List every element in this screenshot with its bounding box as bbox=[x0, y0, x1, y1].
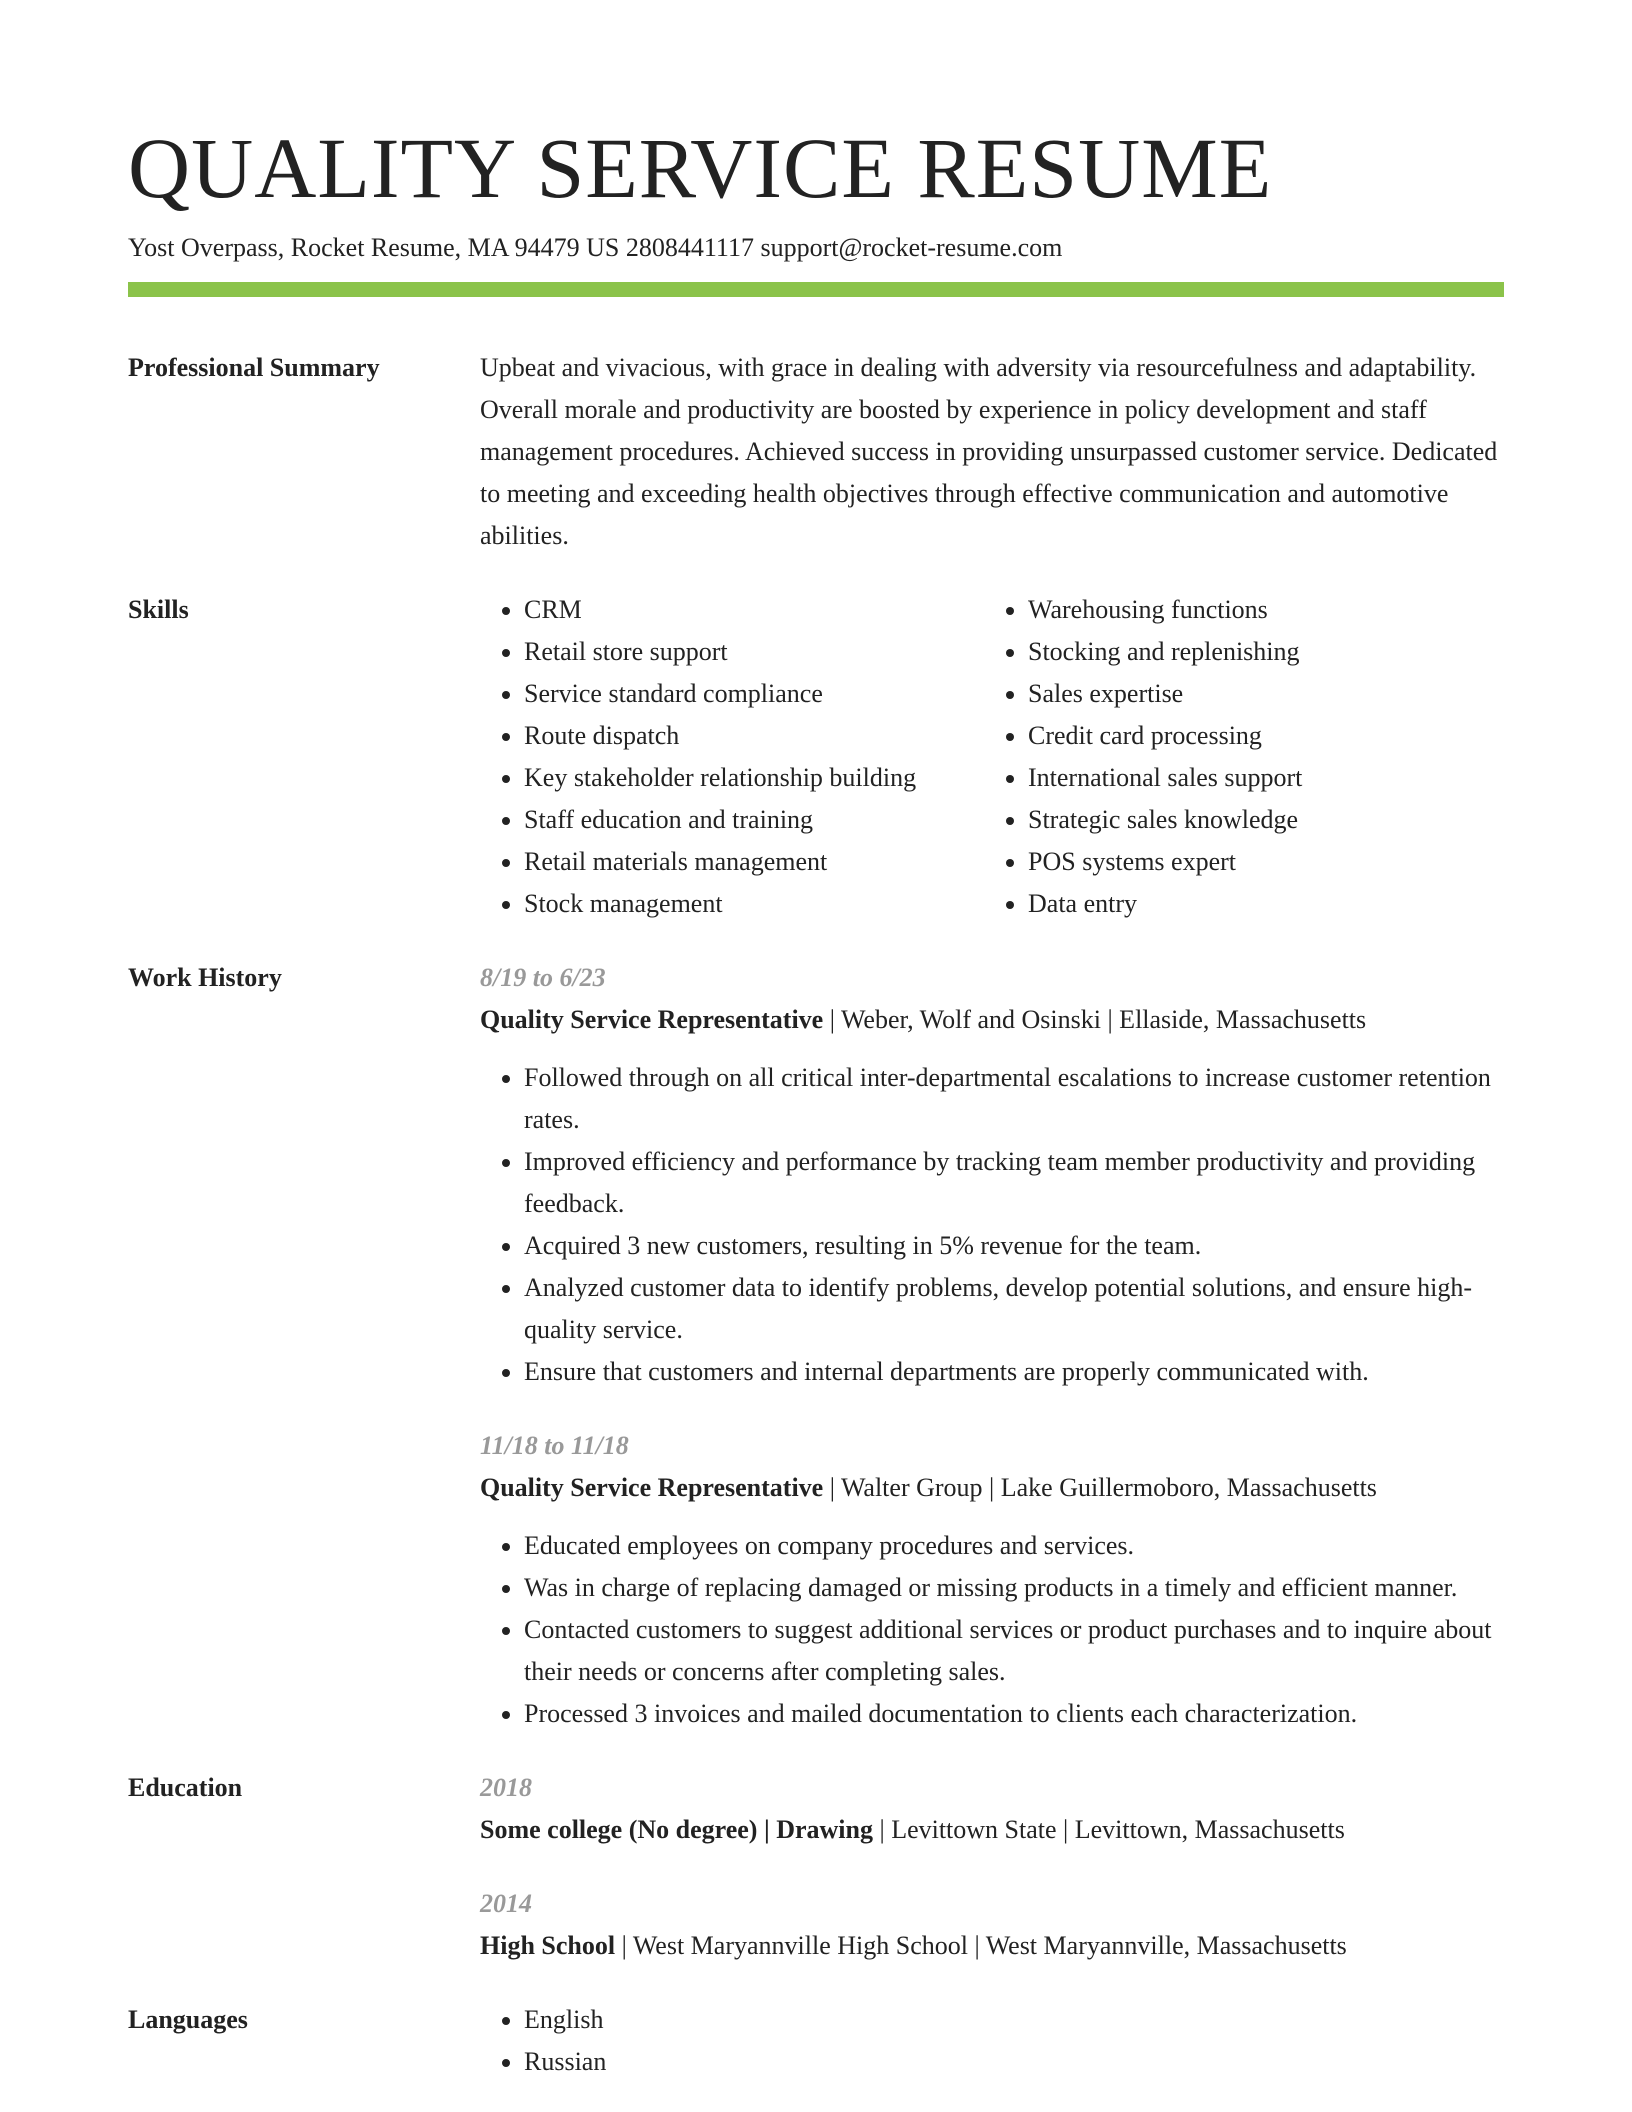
job-dates: 11/18 to 11/18 bbox=[480, 1431, 629, 1460]
education-date: 2018 bbox=[480, 1773, 532, 1802]
job-bullet: • Acquired 3 new customers, resulting in 5% revenue for the team. bbox=[524, 1225, 1504, 1267]
job-employer-location: | Walter Group | Lake Guillermoboro, Massachusetts bbox=[823, 1473, 1377, 1502]
summary-label: Professional Summary bbox=[128, 353, 380, 382]
languages-body bbox=[480, 1999, 1504, 2083]
languages-label: Languages bbox=[128, 2005, 248, 2034]
summary-text: Upbeat and vivacious, with grace in dealing with adversity via resourcefulness and adaptability. Overall morale and productivity are boosted by experience in policy development and staff management procedures. Achieved success in providing unsurpassed customer service. Dedicated to meeting and exceeding health objectives through effective communication and automotive abilities. bbox=[480, 353, 1498, 550]
skill-item: • Key stakeholder relationship building bbox=[524, 757, 984, 799]
skill-item: • Warehousing functions bbox=[1028, 589, 1504, 631]
education-label: Education bbox=[128, 1773, 243, 1802]
resume-title: QUALITY SERVICE RESUME bbox=[128, 120, 1273, 216]
education-degree: High School bbox=[480, 1931, 616, 1960]
contact-email: support@rocket-resume.com bbox=[760, 233, 1063, 262]
job-bullet: • Ensure that customers and internal departments are properly communicated with. bbox=[524, 1351, 1504, 1393]
skill-item: • Credit card processing bbox=[1028, 715, 1504, 757]
skills-list-right bbox=[984, 589, 1504, 925]
job-employer-location: | Weber, Wolf and Osinski | Ellaside, Massachusetts bbox=[823, 1005, 1367, 1034]
skill-item: • Stocking and replenishing bbox=[1028, 631, 1504, 673]
work-history-label: Work History bbox=[128, 963, 282, 992]
education-degree: Some college (No degree) | Drawing bbox=[480, 1815, 873, 1844]
education-school-location: | Levittown State | Levittown, Massachusetts bbox=[872, 1815, 1345, 1844]
language-item: • Russian bbox=[524, 2041, 1504, 2083]
education-entry bbox=[480, 1767, 1504, 1851]
job-bullet: • Improved efficiency and performance by tracking team member productivity and providing feedback. bbox=[524, 1141, 1504, 1225]
skill-item: • Data entry bbox=[1028, 883, 1504, 925]
skill-item: • Route dispatch bbox=[524, 715, 984, 757]
job-bullet: • Was in charge of replacing damaged or missing products in a timely and efficient manner. bbox=[524, 1567, 1504, 1609]
skill-item: • International sales support bbox=[1028, 757, 1504, 799]
skill-item: • Sales expertise bbox=[1028, 673, 1504, 715]
education-title-line bbox=[480, 1809, 1504, 1851]
skill-item: • Service standard compliance bbox=[524, 673, 984, 715]
job-bullet: • Educated employees on company procedures and services. bbox=[524, 1525, 1504, 1567]
job-title: Quality Service Representative bbox=[480, 1473, 824, 1502]
education-entry bbox=[480, 1883, 1504, 1967]
summary-section bbox=[128, 347, 1504, 557]
contact-line bbox=[128, 230, 1504, 266]
skill-item: • Stock management bbox=[524, 883, 984, 925]
job-bullets bbox=[480, 1057, 1504, 1393]
contact-address: Yost Overpass, Rocket Resume, MA 94479 US bbox=[128, 233, 620, 262]
job-bullet: • Processed 3 invoices and mailed documentation to clients each characterization. bbox=[524, 1693, 1504, 1735]
job-bullet: • Analyzed customer data to identify problems, develop potential solutions, and ensure high-quality service. bbox=[524, 1267, 1504, 1351]
job-bullet: • Contacted customers to suggest additional services or product purchases and to inquire about their needs or concerns after completing sales. bbox=[524, 1609, 1504, 1693]
skills-label: Skills bbox=[128, 595, 189, 624]
job-entry bbox=[480, 1425, 1504, 1735]
job-entry bbox=[480, 957, 1504, 1393]
languages-list bbox=[480, 1999, 1504, 2083]
skill-item: • Staff education and training bbox=[524, 799, 984, 841]
education-date: 2014 bbox=[480, 1889, 532, 1918]
education-body bbox=[480, 1767, 1504, 1967]
skills-body bbox=[480, 589, 1504, 925]
languages-section bbox=[128, 1999, 1504, 2083]
skills-list-left bbox=[480, 589, 984, 925]
work-history-body bbox=[480, 957, 1504, 1735]
contact-phone: 2808441117 bbox=[625, 233, 754, 262]
skill-item: • Retail store support bbox=[524, 631, 984, 673]
job-bullet: • Followed through on all critical inter-departmental escalations to increase customer retention rates. bbox=[524, 1057, 1504, 1141]
job-dates: 8/19 to 6/23 bbox=[480, 963, 606, 992]
skills-columns bbox=[480, 589, 1504, 925]
skill-item: • Strategic sales knowledge bbox=[1028, 799, 1504, 841]
skill-item: • POS systems expert bbox=[1028, 841, 1504, 883]
education-section bbox=[128, 1767, 1504, 1967]
work-history-section bbox=[128, 957, 1504, 1735]
job-bullets bbox=[480, 1525, 1504, 1735]
header-divider bbox=[128, 282, 1504, 297]
job-title-line bbox=[480, 1467, 1504, 1509]
resume-page bbox=[128, 118, 1504, 2083]
language-item: • English bbox=[524, 1999, 1504, 2041]
skills-section bbox=[128, 589, 1504, 925]
job-title: Quality Service Representative bbox=[480, 1005, 824, 1034]
skill-item: • CRM bbox=[524, 589, 984, 631]
skill-item: • Retail materials management bbox=[524, 841, 984, 883]
education-school-location: | West Maryannville High School | West Maryannville, Massachusetts bbox=[615, 1931, 1347, 1960]
job-title-line bbox=[480, 999, 1504, 1041]
education-title-line bbox=[480, 1925, 1504, 1967]
